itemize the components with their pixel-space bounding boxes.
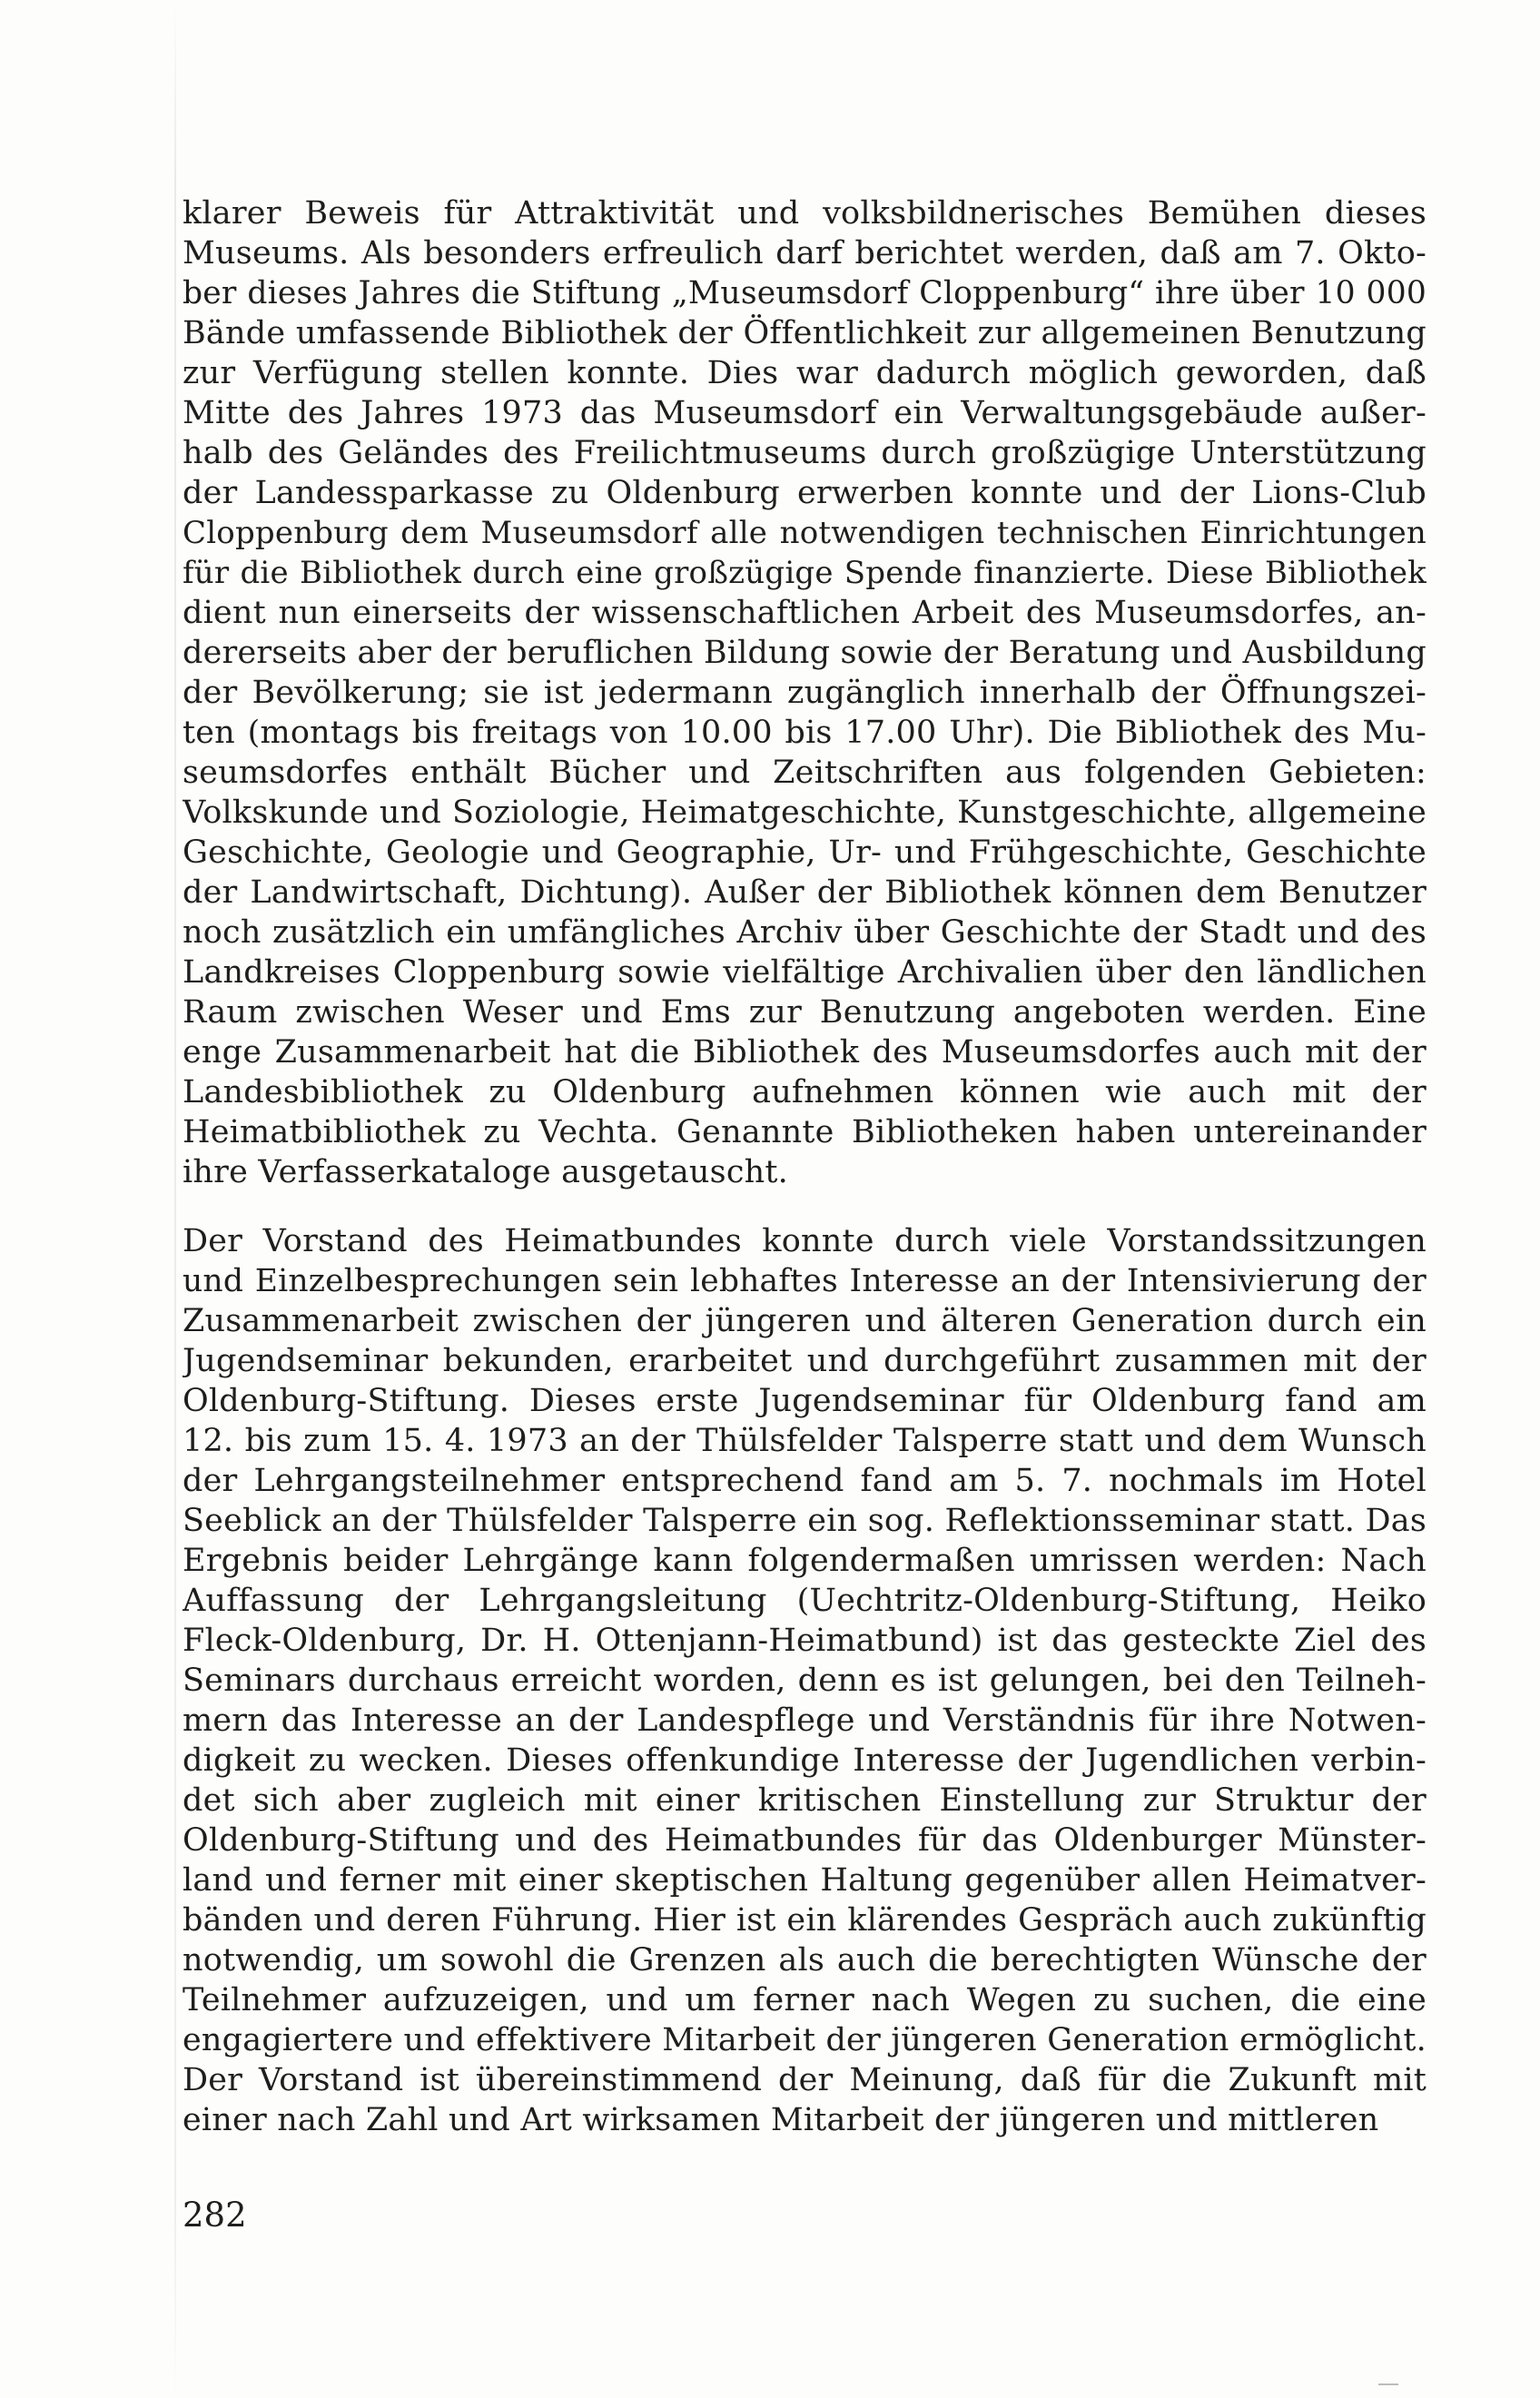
text-line: der Bevölkerung; sie ist jedermann zugänglich innerhalb der Öffnungszei- bbox=[183, 675, 1426, 711]
text-line: Zusammenarbeit zwischen der jüngeren und älteren Generation durch ein bbox=[183, 1303, 1426, 1339]
text-line: notwendig, um sowohl die Grenzen als auch die berechtigten Wünsche der bbox=[183, 1942, 1426, 1979]
text-line: Der Vorstand des Heimatbundes konnte durch viele Vorstandssitzungen bbox=[183, 1223, 1426, 1259]
text-line: Oldenburg-Stiftung. Dieses erste Jugendseminar für Oldenburg fand am bbox=[183, 1383, 1426, 1419]
text-line: einer nach Zahl und Art wirksamen Mitarbeit der jüngeren und mittleren bbox=[183, 2102, 1379, 2138]
paragraph-library bbox=[183, 193, 1426, 1192]
text-line: Teilnehmer aufzuzeigen, und um ferner nach Wegen zu suchen, die eine bbox=[183, 1982, 1426, 2018]
text-line: Bände umfassende Bibliothek der Öffentlichkeit zur allgemeinen Benutzung bbox=[183, 315, 1426, 351]
text-line: ihre Verfasserkataloge ausgetauscht. bbox=[183, 1154, 788, 1190]
text-line: bänden und deren Führung. Hier ist ein klärendes Gespräch auch zukünftig bbox=[183, 1902, 1426, 1939]
text-line: Museums. Als besonders erfreulich darf berichtet werden, daß am 7. Okto- bbox=[183, 235, 1426, 271]
text-line: ber dieses Jahres die Stiftung „Museumsdorf Cloppenburg“ ihre über 10 000 bbox=[183, 275, 1426, 311]
text-line: Auffassung der Lehrgangsleitung (Uechtritz-Oldenburg-Stiftung, Heiko bbox=[183, 1583, 1426, 1619]
text-line: enge Zusammenarbeit hat die Bibliothek des Museumsdorfes auch mit der bbox=[183, 1034, 1426, 1071]
text-line: Landesbibliothek zu Oldenburg aufnehmen können wie auch mit der bbox=[183, 1074, 1426, 1110]
text-line: zur Verfügung stellen konnte. Dies war dadurch möglich geworden, daß bbox=[183, 355, 1426, 391]
text-line: Seminars durchaus erreicht worden, denn es ist gelungen, bei den Teilneh- bbox=[183, 1663, 1426, 1699]
text-line: dererseits aber der beruflichen Bildung sowie der Beratung und Ausbildung bbox=[183, 635, 1426, 671]
text-line: Fleck-Oldenburg, Dr. H. Ottenjann-Heimatbund) ist das gesteckte Ziel des bbox=[183, 1623, 1426, 1659]
text-line: der Landessparkasse zu Oldenburg erwerben konnte und der Lions-Club bbox=[183, 475, 1426, 511]
text-line: Geschichte, Geologie und Geographie, Ur- und Frühgeschichte, Geschichte bbox=[183, 834, 1426, 871]
text-line: Heimatbibliothek zu Vechta. Genannte Bibliotheken haben untereinander bbox=[183, 1114, 1426, 1150]
scan-artifact bbox=[1378, 2383, 1398, 2385]
text-line: Ergebnis beider Lehrgänge kann folgendermaßen umrissen werden: Nach bbox=[183, 1543, 1426, 1579]
text-line: Raum zwischen Weser und Ems zur Benutzung angeboten werden. Eine bbox=[183, 994, 1426, 1031]
text-line: engagiertere und effektivere Mitarbeit der jüngeren Generation ermöglicht. bbox=[183, 2022, 1426, 2058]
text-line: für die Bibliothek durch eine großzügige Spende finanzierte. Diese Bibliothek bbox=[183, 555, 1426, 591]
text-line: Volkskunde und Soziologie, Heimatgeschichte, Kunstgeschichte, allgemeine bbox=[183, 794, 1426, 831]
text-line: mern das Interesse an der Landespflege und Verständnis für ihre Notwen- bbox=[183, 1702, 1426, 1739]
page-number: 282 bbox=[183, 2196, 247, 2235]
text-line: Der Vorstand ist übereinstimmend der Meinung, daß für die Zukunft mit bbox=[183, 2062, 1426, 2098]
text-line: land und ferner mit einer skeptischen Haltung gegenüber allen Heimatver- bbox=[183, 1862, 1426, 1899]
text-line: und Einzelbesprechungen sein lebhaftes Interesse an der Intensivierung der bbox=[183, 1263, 1426, 1299]
text-line: noch zusätzlich ein umfängliches Archiv über Geschichte der Stadt und des bbox=[183, 914, 1426, 951]
text-line: klarer Beweis für Attraktivität und volksbildnerisches Bemühen dieses bbox=[183, 195, 1426, 232]
text-line: Seeblick an der Thülsfelder Talsperre ein sog. Reflektionsseminar statt. Das bbox=[183, 1503, 1426, 1539]
text-line: seumsdorfes enthält Bücher und Zeitschriften aus folgenden Gebieten: bbox=[183, 755, 1426, 791]
binding-shadow bbox=[174, 0, 176, 2398]
text-line: dient nun einerseits der wissenschaftlichen Arbeit des Museumsdorfes, an- bbox=[183, 595, 1426, 631]
text-line: Jugendseminar bekunden, erarbeitet und durchgeführt zusammen mit der bbox=[183, 1343, 1426, 1379]
text-line: der Landwirtschaft, Dichtung). Außer der Bibliothek können dem Benutzer bbox=[183, 874, 1426, 911]
text-line: 12. bis zum 15. 4. 1973 an der Thülsfelder Talsperre statt und dem Wunsch bbox=[183, 1423, 1426, 1459]
text-line: halb des Geländes des Freilichtmuseums durch großzügige Unterstützung bbox=[183, 435, 1426, 471]
text-line: Landkreises Cloppenburg sowie vielfältige Archivalien über den ländlichen bbox=[183, 954, 1426, 991]
paragraph-youth-seminar bbox=[183, 1221, 1426, 2140]
text-line: der Lehrgangsteilnehmer entsprechend fand am 5. 7. nochmals im Hotel bbox=[183, 1463, 1426, 1499]
text-line: Cloppenburg dem Museumsdorf alle notwendigen technischen Einrichtungen bbox=[183, 515, 1426, 551]
text-line: digkeit zu wecken. Dieses offenkundige Interesse der Jugendlichen verbin- bbox=[183, 1742, 1426, 1779]
text-line: Mitte des Jahres 1973 das Museumsdorf ein Verwaltungsgebäude außer- bbox=[183, 395, 1426, 431]
text-line: ten (montags bis freitags von 10.00 bis 17.00 Uhr). Die Bibliothek des Mu- bbox=[183, 715, 1426, 751]
text-line: det sich aber zugleich mit einer kritischen Einstellung zur Struktur der bbox=[183, 1782, 1426, 1819]
text-line: Oldenburg-Stiftung und des Heimatbundes für das Oldenburger Münster- bbox=[183, 1822, 1426, 1859]
